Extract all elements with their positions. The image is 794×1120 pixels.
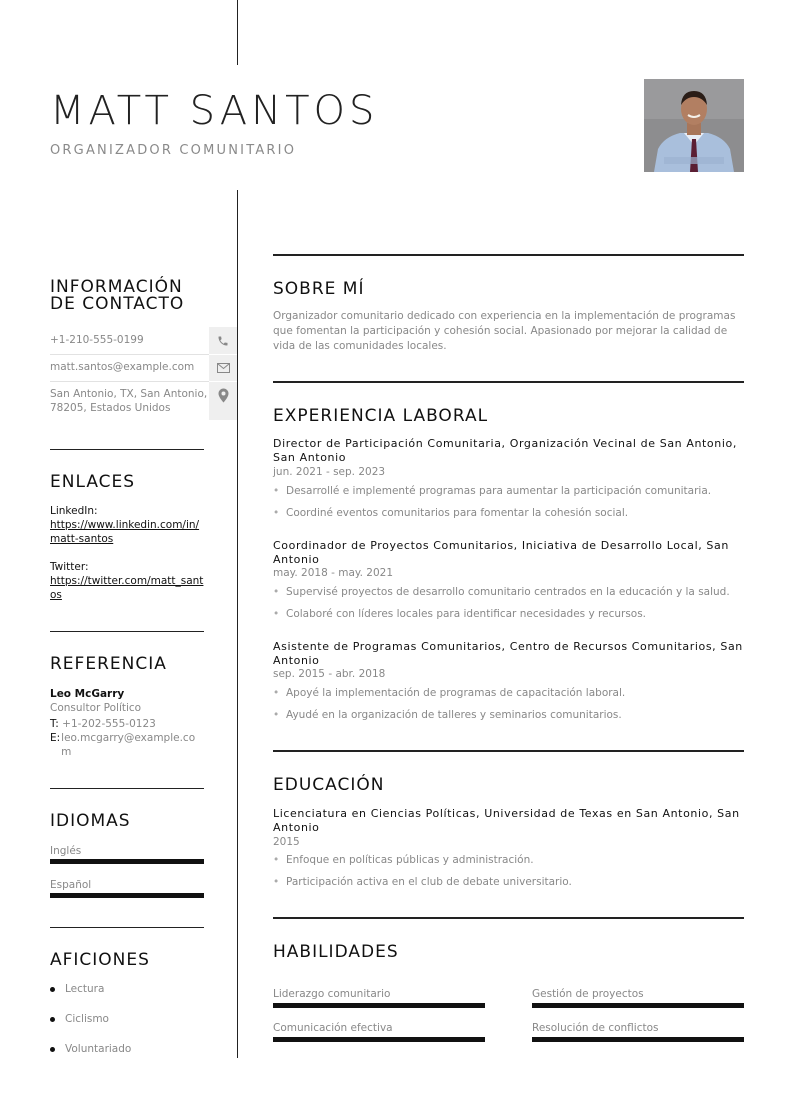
job-bullet: • Supervisé proyectos de desarrollo comunitario centrados en la educación y la salud. (273, 586, 730, 598)
section-divider (273, 750, 744, 752)
contact-address: San Antonio, TX, San Antonio, 78205, Estados Unidos (50, 388, 208, 414)
bullet-dot-icon (50, 1047, 55, 1052)
location-icon (209, 382, 237, 420)
skill-level-bar (532, 1037, 744, 1042)
job-title: Coordinador de Proyectos Comunitarios, Iniciativa de Desarrollo Local, San Antonio (273, 539, 729, 566)
job-dates: may. 2018 - may. 2021 (273, 567, 394, 579)
language-level-bar (50, 859, 204, 864)
skill-level-bar (532, 1003, 744, 1008)
hobby-item (50, 1043, 131, 1055)
language-name: Español (50, 879, 92, 891)
section-divider (273, 254, 744, 256)
education-bullet: • Enfoque en políticas públicas y administración. (273, 854, 534, 866)
hobbies-section (50, 952, 204, 969)
languages-section (50, 813, 204, 830)
education-bullet: • Participación activa en el club de debate universitario. (273, 876, 572, 888)
job-bullet: • Apoyé la implementación de programas de capacitación laboral. (273, 687, 625, 699)
bullet-dot-icon (50, 987, 55, 992)
skill-name: Resolución de conflictos (532, 1022, 659, 1034)
hobby-item (50, 983, 104, 995)
contact-phone-row (50, 327, 237, 354)
hobby-item (50, 1013, 109, 1025)
sidebar-divider (50, 631, 204, 632)
contact-address-row (50, 382, 237, 420)
job-dates: sep. 2015 - abr. 2018 (273, 668, 386, 680)
twitter-link[interactable]: https://twitter.com/matt_santos (50, 575, 204, 601)
about-heading: SOBRE MÍ (273, 279, 365, 299)
job-bullet: • Desarrollé e implementé programas para aumentar la participación comunitaria. (273, 485, 711, 497)
hobby-label: Ciclismo (65, 1013, 109, 1025)
skill-name: Gestión de proyectos (532, 988, 644, 1000)
job-dates: jun. 2021 - sep. 2023 (273, 466, 386, 478)
bullet-dot-icon (50, 1017, 55, 1022)
job-bullet: • Ayudé en la organización de talleres y seminarios comunitarios. (273, 709, 622, 721)
language-level-bar (50, 893, 204, 898)
contact-section (50, 279, 204, 313)
top-divider-line (237, 0, 238, 65)
reference-phone-line (50, 717, 204, 731)
reference-email-label: E: (50, 732, 61, 744)
about-text: Organizador comunitario dedicado con experiencia en la implementación de programas que fomentan la participación y cohesión social. Apasionado por mejorar la calidad de vida de las comunidades locales. (273, 310, 736, 352)
skill-level-bar (273, 1037, 485, 1042)
reference-phone-label: T: (50, 718, 59, 730)
contact-phone: +1-210-555-0199 (50, 334, 144, 346)
reference-email-line (50, 731, 204, 759)
reference-section (50, 656, 204, 759)
contact-heading-line2: DE CONTACTO (50, 294, 185, 314)
language-name: Inglés (50, 845, 82, 857)
linkedin-link[interactable]: https://www.linkedin.com/in/matt-santos (50, 519, 200, 545)
reference-email: leo.mcgarry@example.com (61, 732, 196, 758)
experience-heading: EXPERIENCIA LABORAL (273, 406, 489, 426)
sidebar-divider (50, 788, 204, 789)
degree-title: Licenciatura en Ciencias Políticas, Universidad de Texas en San Antonio, San Antonio (273, 807, 740, 834)
job-title: Director de Participación Comunitaria, Organización Vecinal de San Antonio, San Antonio (273, 437, 737, 464)
skill-name: Liderazgo comunitario (273, 988, 391, 1000)
reference-name: Leo McGarry (50, 688, 125, 700)
links-section (50, 474, 204, 602)
skill-name: Comunicación efectiva (273, 1022, 393, 1034)
job-bullet: • Colaboré con líderes locales para identificar necesidades y recursos. (273, 608, 646, 620)
reference-phone: +1-202-555-0123 (62, 718, 156, 730)
job-title: Asistente de Programas Comunitarios, Centro de Recursos Comunitarios, San Antonio (273, 640, 743, 667)
sidebar-divider (50, 927, 204, 928)
reference-title: Consultor Político (50, 702, 142, 714)
education-heading: EDUCACIÓN (273, 775, 385, 795)
links-heading: ENLACES (50, 472, 136, 492)
mail-icon (209, 355, 237, 381)
profile-photo-illustration (644, 79, 744, 172)
reference-heading: REFERENCIA (50, 654, 167, 674)
job-bullet: • Coordiné eventos comunitarios para fomentar la cohesión social. (273, 507, 628, 519)
section-divider (273, 381, 744, 383)
hobby-label: Lectura (65, 983, 105, 995)
sidebar-divider (50, 449, 204, 450)
contact-email: matt.santos@example.com (50, 361, 195, 373)
hobby-label: Voluntariado (65, 1043, 132, 1055)
candidate-name: MATT SANTOS (50, 88, 379, 134)
hobbies-heading: AFICIONES (50, 950, 150, 970)
languages-heading: IDIOMAS (50, 811, 131, 831)
candidate-role: ORGANIZADOR COMUNITARIO (50, 143, 297, 158)
skill-level-bar (273, 1003, 485, 1008)
twitter-label: Twitter: (50, 561, 89, 573)
phone-icon (209, 327, 237, 354)
education-year: 2015 (273, 836, 300, 848)
section-divider (273, 917, 744, 919)
column-divider-line (237, 190, 238, 1058)
contact-heading-line1: INFORMACIÓN (50, 277, 183, 297)
contact-email-row (50, 355, 237, 381)
skills-heading: HABILIDADES (273, 942, 399, 962)
profile-photo (644, 79, 744, 172)
linkedin-label: LinkedIn: (50, 505, 98, 517)
